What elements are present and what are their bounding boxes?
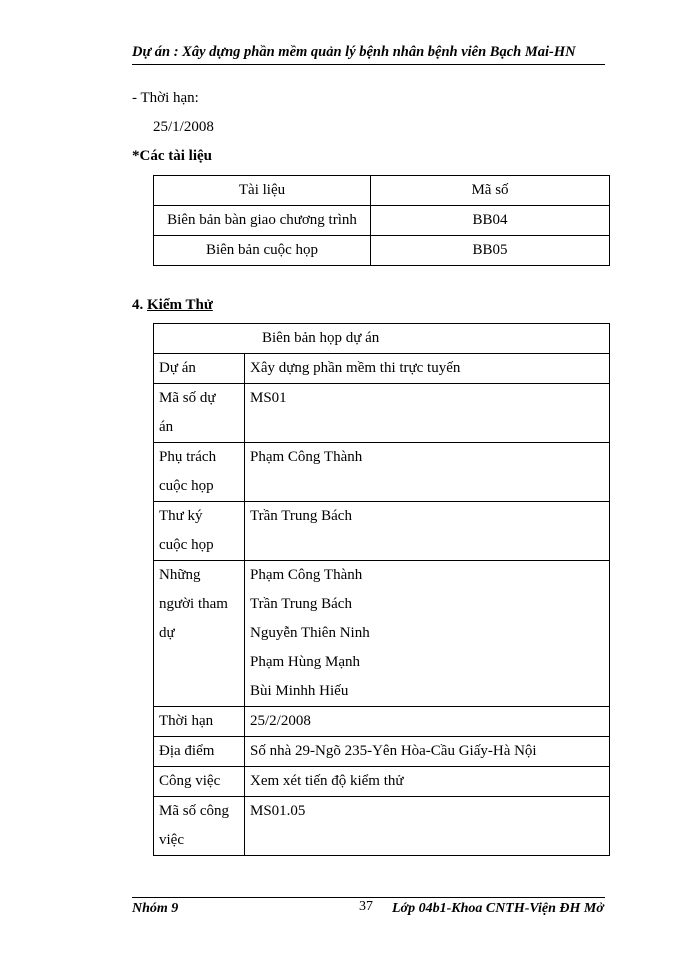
label-line: Mã số dự (159, 390, 216, 406)
attendee-name: Bùi Minhh Hiếu (250, 683, 349, 699)
location-value: Số nhà 29-Ngõ 235-Yên Hòa-Cầu Giấy-Hà Nội (245, 737, 610, 767)
label-line: cuộc họp (159, 478, 214, 494)
document-code-cell: BB05 (371, 236, 610, 266)
label-line: Mã số công (159, 803, 229, 819)
project-value: Xây dựng phần mềm thi trực tuyến (245, 354, 610, 384)
table-row (154, 502, 610, 561)
minutes-title: Biên bản họp dự án (154, 324, 610, 354)
deadline-value: 25/1/2008 (153, 119, 214, 135)
table-row (154, 797, 610, 856)
table-row (154, 324, 610, 354)
task-code-value: MS01.05 (245, 797, 610, 856)
secretary-value: Trần Trung Bách (245, 502, 610, 561)
attendees-list (245, 561, 610, 707)
secretary-label (154, 502, 245, 561)
table-row (154, 737, 610, 767)
footer-rule (132, 897, 605, 898)
deadline-label: - Thời hạn: (132, 90, 199, 106)
documents-table (153, 175, 610, 266)
label-line: người tham (159, 596, 228, 612)
deadline-row-label: Thời hạn (154, 707, 245, 737)
table-row (154, 443, 610, 502)
attendee-name: Nguyễn Thiên Ninh (250, 625, 370, 641)
attendee-name: Trần Trung Bách (250, 596, 352, 612)
table-header-row (154, 176, 610, 206)
table-row (154, 206, 610, 236)
table-row (154, 707, 610, 737)
deadline-row-value: 25/2/2008 (245, 707, 610, 737)
section-heading (132, 297, 213, 314)
page-number: 37 (359, 899, 373, 914)
column-header-code: Mã số (371, 176, 610, 206)
project-code-label (154, 384, 245, 443)
table-row (154, 354, 610, 384)
task-value: Xem xét tiến độ kiểm thử (245, 767, 610, 797)
document-name-cell: Biên bản cuộc họp (154, 236, 371, 266)
label-line: án (159, 419, 174, 435)
page-header: Dự án : Xây dựng phần mềm quản lý bệnh nhân bệnh viên Bạch Mai-HN (132, 44, 605, 65)
document-code-cell: BB04 (371, 206, 610, 236)
label-line: Những (159, 567, 201, 583)
label-line: Thư ký (159, 508, 203, 524)
table-row (154, 561, 610, 707)
documents-heading: *Các tài liệu (132, 148, 212, 164)
label-line: việc (159, 832, 184, 848)
project-label: Dự án (154, 354, 245, 384)
task-code-label (154, 797, 245, 856)
attendee-name: Phạm Hùng Mạnh (250, 654, 360, 670)
attendee-name: Phạm Công Thành (250, 567, 363, 583)
location-label: Địa điểm (154, 737, 245, 767)
label-line: Phụ trách (159, 449, 217, 465)
document-name-cell: Biên bản bàn giao chương trình (154, 206, 371, 236)
table-row (154, 236, 610, 266)
footer-group: Nhóm 9 (132, 901, 179, 916)
task-label: Công việc (154, 767, 245, 797)
label-line: dự (159, 625, 175, 641)
table-row (154, 384, 610, 443)
chair-value: Phạm Công Thành (245, 443, 610, 502)
section-title: Kiểm Thử (147, 297, 213, 313)
project-code-value: MS01 (245, 384, 610, 443)
section-number: 4. (132, 297, 144, 313)
table-row (154, 767, 610, 797)
label-line: cuộc họp (159, 537, 214, 553)
meeting-minutes-table (153, 323, 610, 856)
column-header-document: Tài liệu (154, 176, 371, 206)
chair-label (154, 443, 245, 502)
attendees-label (154, 561, 245, 707)
footer-class: Lớp 04b1-Khoa CNTH-Viện ĐH Mở (392, 901, 604, 916)
